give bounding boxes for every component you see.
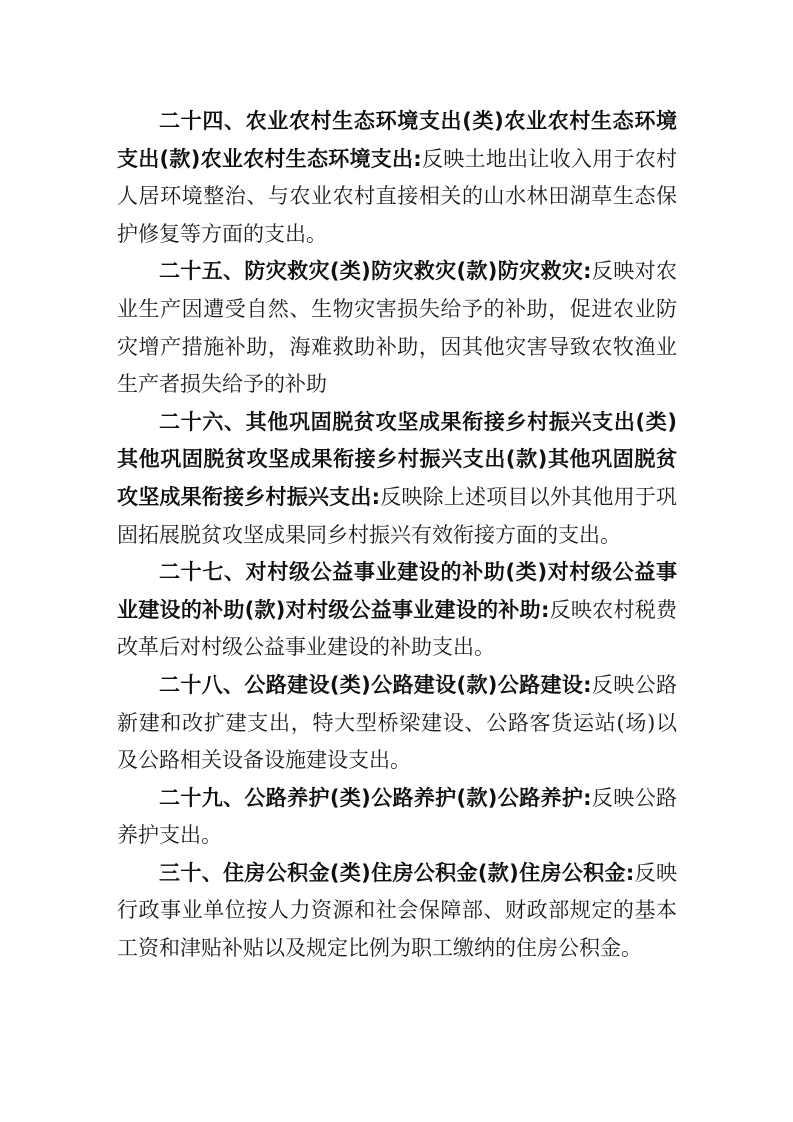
document-page bbox=[117, 103, 677, 968]
paragraph-text: 反映公路新建和改扩建支出，特大型桥梁建设、公路客货运站(场)以及公路相关设备设施建设支出。 bbox=[117, 672, 677, 773]
paragraph-text: 反映对农业生产因遭受自然、生物灾害损失给予的补助，促进农业防灾增产措施补助，海难救助补助，因其他灾害导致农牧渔业生产者损失给予的补助 bbox=[117, 259, 677, 397]
paragraph-heading: 二十四、农业农村生态环境支出(类)农业农村生态环境支出(款)农业农村生态环境支出: bbox=[117, 109, 677, 171]
paragraph-29 bbox=[117, 780, 677, 855]
paragraph-text: 反映除上述项目以外其他用于巩固拓展脱贫攻坚成果同乡村振兴有效衔接方面的支出。 bbox=[117, 484, 677, 547]
paragraph-heading: 二十八、公路建设(类)公路建设(款)公路建设: bbox=[159, 672, 592, 697]
paragraph-heading: 二十七、对村级公益事业建设的补助(类)对村级公益事业建设的补助(款)对村级公益事业建设的补助: bbox=[117, 560, 677, 622]
paragraph-heading: 三十、住房公积金(类)住房公积金(款)住房公积金: bbox=[159, 860, 635, 885]
paragraph-text: 反映公路养护支出。 bbox=[117, 785, 677, 848]
paragraph-text: 反映土地出让收入用于农村人居环境整治、与农业农村直接相关的山水林田湖草生态保护修复等方面的支出。 bbox=[117, 146, 678, 246]
paragraph-text: 反映行政事业单位按人力资源和社会保障部、财政部规定的基本工资和津贴补贴以及规定比例为职工缴纳的住房公积金。 bbox=[117, 860, 678, 961]
paragraph-26 bbox=[117, 404, 677, 554]
paragraph-24 bbox=[117, 103, 677, 253]
paragraph-27 bbox=[117, 554, 677, 667]
paragraph-heading: 二十九、公路养护(类)公路养护(款)公路养护: bbox=[159, 785, 592, 810]
paragraph-heading: 二十六、其他巩固脱贫攻坚成果衔接乡村振兴支出(类)其他巩固脱贫攻坚成果衔接乡村振兴支出(款)其他巩固脱贫攻坚成果衔接乡村振兴支出: bbox=[117, 409, 677, 509]
paragraph-30 bbox=[117, 855, 677, 968]
paragraph-28 bbox=[117, 667, 677, 780]
paragraph-text: 反映农村税费改革后对村级公益事业建设的补助支出。 bbox=[117, 597, 678, 660]
paragraph-25 bbox=[117, 253, 677, 403]
paragraph-heading: 二十五、防灾救灾(类)防灾救灾(款)防灾救灾: bbox=[159, 259, 592, 284]
